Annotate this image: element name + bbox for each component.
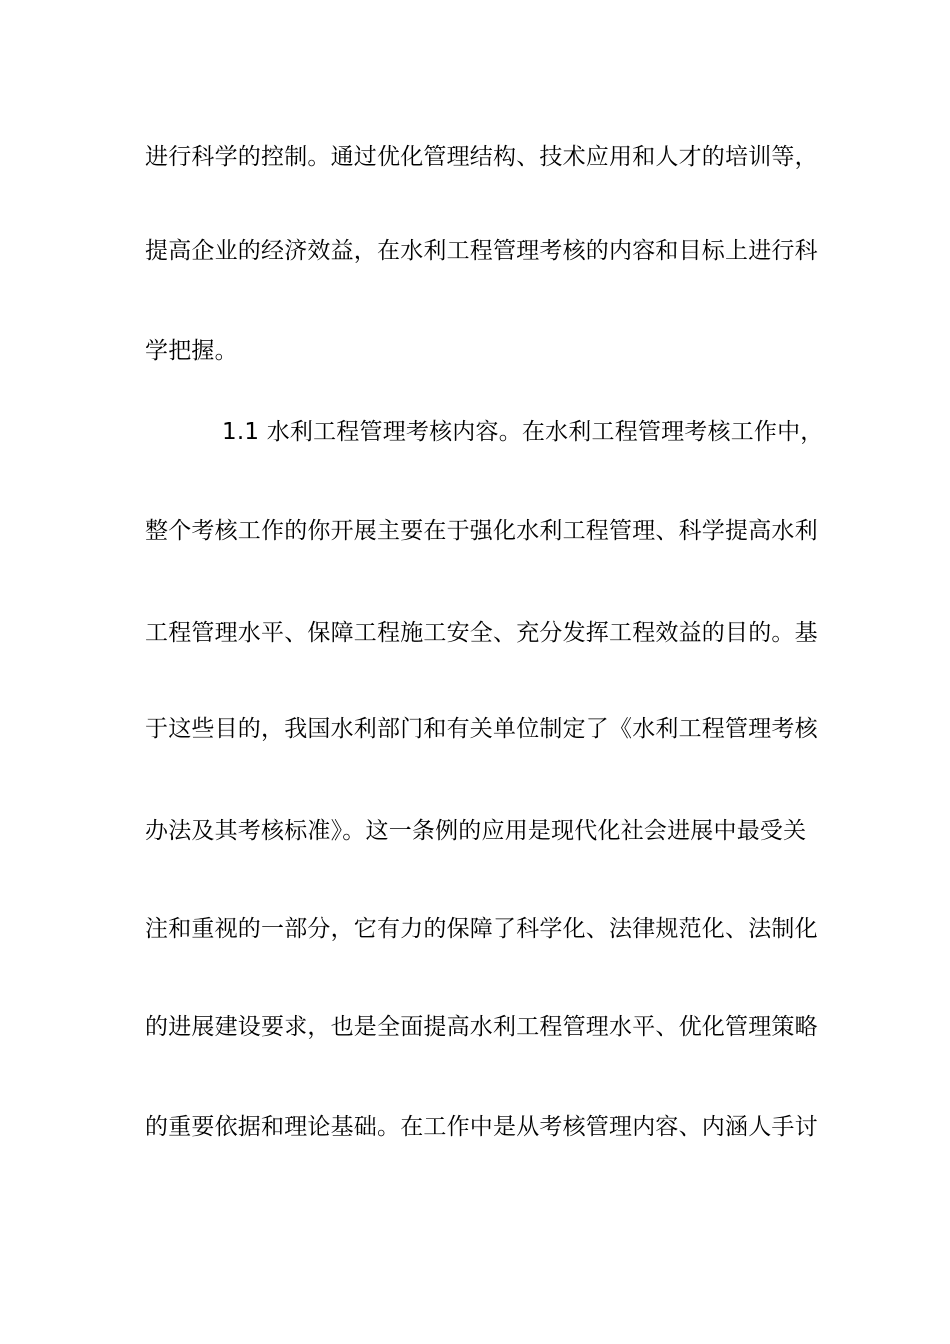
text-line-8: 办法及其考核标准》。这一条例的应用是现代化社会进展中最受关 [145, 818, 807, 844]
text-line-7: 于这些目的，我国水利部门和有关单位制定了《水利工程管理考核 [145, 716, 818, 742]
text-line-2: 提高企业的经济效益，在水利工程管理考核的内容和目标上进行科 [145, 238, 818, 264]
text-line-3: 学把握。 [145, 338, 238, 364]
section-1-1-first-line: 1.1 水利工程管理考核内容。在水利工程管理考核工作中， [222, 419, 824, 445]
text-line-6: 工程管理水平、保障工程施工安全、充分发挥工程效益的目的。基 [145, 620, 818, 646]
text-line-11: 的重要依据和理论基础。在工作中是从考核管理内容、内涵人手讨 [145, 1114, 818, 1140]
text-line-9: 注和重视的一部分，它有力的保障了科学化、法律规范化、法制化 [145, 916, 818, 942]
text-line-5: 整个考核工作的你开展主要在于强化水利工程管理、科学提高水利 [145, 518, 818, 544]
text-line-1: 进行科学的控制。通过优化管理结构、技术应用和人才的培训等， [145, 144, 818, 170]
text-line-10: 的进展建设要求，也是全面提高水利工程管理水平、优化管理策略 [145, 1014, 818, 1040]
